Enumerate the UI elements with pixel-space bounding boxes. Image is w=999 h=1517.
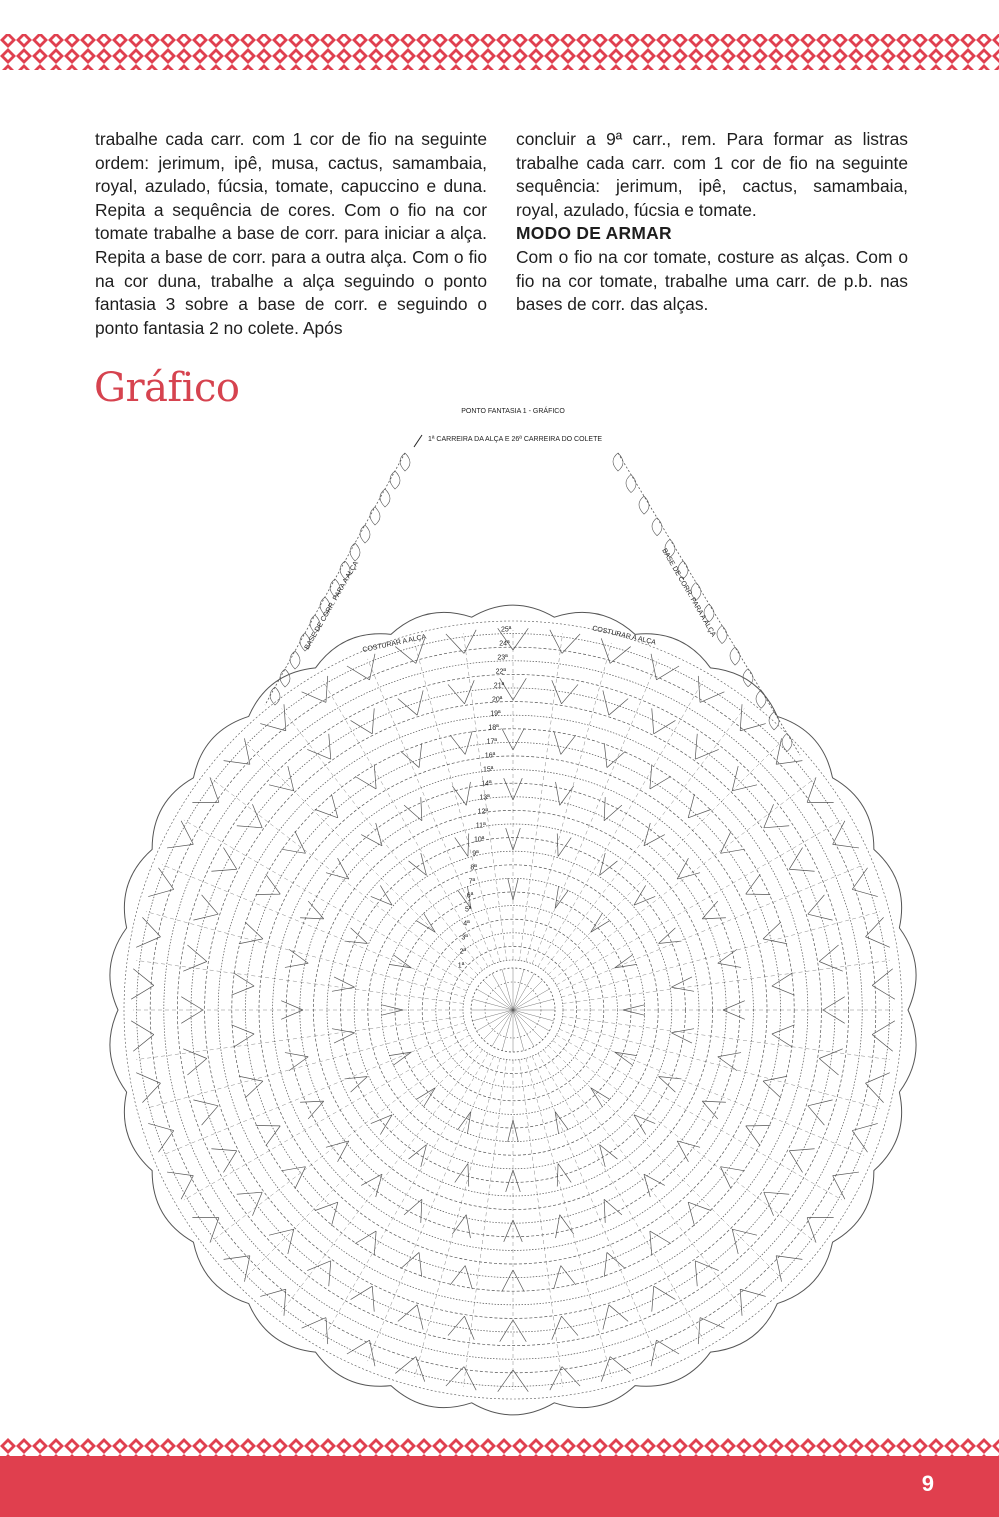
row-number: 6ª [466, 892, 474, 900]
fan-motif [650, 764, 671, 788]
row-number: 18ª [488, 724, 499, 732]
fan-motif [448, 1316, 474, 1340]
spoke-group [131, 628, 895, 1391]
radial-line [146, 1023, 465, 1108]
center-spoke [513, 989, 549, 1010]
fan-motif [659, 928, 682, 944]
radial-line [136, 960, 463, 1003]
fan-motif [224, 1256, 250, 1282]
fan-motif [772, 973, 795, 995]
radial-line [368, 1056, 494, 1361]
fan-motif [808, 1100, 833, 1125]
radial-line [282, 709, 483, 971]
row-number: 14ª [481, 780, 492, 788]
fan-motif [776, 1256, 802, 1282]
fan-motif [789, 848, 814, 872]
fan-motif [702, 1101, 726, 1119]
fan-motif [644, 823, 665, 846]
fan-motif [260, 704, 286, 730]
row-number: 11ª [475, 822, 486, 830]
strap-motif [782, 733, 792, 751]
fan-motif [702, 901, 726, 919]
row-number: 10ª [474, 836, 485, 844]
left-text-column [95, 128, 487, 340]
fan-motif [677, 1141, 700, 1162]
fan-motif [450, 731, 472, 754]
radial-line [561, 1023, 880, 1108]
strap-motif [639, 496, 649, 514]
radial-line [162, 865, 467, 991]
row-number: 12ª [477, 808, 488, 816]
fan-motif [604, 797, 622, 821]
row-number: 16ª [484, 752, 496, 760]
center-spoke [513, 1010, 543, 1040]
row-number: 4ª [463, 920, 470, 928]
fan-motif [181, 997, 203, 1024]
radial-line [553, 1040, 815, 1241]
row-number: 2ª [459, 948, 467, 956]
fan-motif [148, 868, 174, 897]
fan-motif [746, 1126, 771, 1146]
radial-line [415, 643, 500, 962]
fan-motif [131, 969, 154, 999]
fan-motif [550, 1367, 580, 1391]
radial-line [548, 741, 781, 974]
radial-line [561, 912, 880, 997]
fan-motif [136, 917, 160, 947]
fan-motif [345, 928, 368, 944]
fan-motif [351, 1286, 375, 1311]
radial-line [244, 1045, 477, 1278]
fan-motif [552, 680, 578, 704]
fan-motif [688, 794, 711, 818]
fan-motif [720, 1167, 744, 1189]
fan-motif [650, 1231, 671, 1255]
row-number: 13ª [479, 794, 490, 802]
strap-motif [613, 453, 623, 471]
radial-line [553, 779, 815, 980]
fan-motif [148, 1123, 174, 1152]
fan-motif [740, 704, 766, 730]
assembly-paragraph: Com o fio na cor tomate, costure as alças. Com o fio na cor tomate, trabalhe uma carr. de p.b. nas bases de corr. das alças. [516, 246, 908, 315]
center-spoke [502, 969, 513, 1010]
strap-motif [370, 507, 380, 525]
fan-motif [193, 895, 218, 920]
top-decorative-border [0, 0, 999, 80]
radial-line [415, 1058, 500, 1377]
fan-motif [404, 797, 422, 821]
radial-line [244, 741, 477, 974]
row-number-group [458, 627, 512, 970]
fan-motif [361, 823, 382, 846]
strap-motif [717, 626, 727, 644]
strap-motif [290, 651, 300, 669]
strap-group [265, 453, 800, 755]
fan-motif [698, 676, 724, 702]
radial-line [526, 1058, 611, 1377]
fan-motif [355, 1231, 376, 1255]
radial-line [520, 633, 563, 960]
fan-motif [651, 1340, 679, 1366]
row-number: 20ª [492, 696, 503, 704]
fan-motif [193, 1100, 218, 1125]
radial-line [532, 659, 658, 964]
right-strap-label: BASE DE CORR. PARA A ALÇA [660, 547, 717, 639]
chart-title: PONTO FANTASIA 1 - GRÁFICO [461, 408, 565, 415]
fan-motif [865, 917, 889, 947]
radial-line [548, 1045, 781, 1278]
center-spoke [477, 989, 513, 1010]
radial-line [526, 643, 611, 962]
row-number: 17ª [486, 738, 497, 746]
radial-line [559, 865, 864, 991]
fan-motif [500, 1320, 527, 1342]
fan-motif [688, 1202, 711, 1226]
fan-motif [808, 895, 833, 920]
fan-motif [315, 794, 338, 818]
bottom-decorative-border [0, 1438, 999, 1517]
fan-motif [644, 1174, 665, 1197]
row-number: 8ª [470, 864, 477, 872]
fan-motif [355, 764, 376, 788]
fan-motif [603, 690, 628, 715]
row-number: 23ª [497, 654, 508, 662]
fan-motif [740, 1289, 766, 1315]
fan-motif [652, 708, 676, 733]
radial-line [532, 1056, 658, 1361]
center-spoke [492, 1010, 513, 1046]
fan-motif [555, 1112, 568, 1134]
fan-motif [300, 901, 324, 919]
strap-motif [730, 647, 740, 665]
fan-motif [224, 738, 250, 764]
strap-motif [652, 518, 662, 536]
radial-line [543, 1050, 744, 1312]
instructions-paragraph-left: trabalhe cada carr. com 1 cor de fio na seguinte ordem: jerimum, ipê, musa, cactus, samambaia, royal, azulado, fúcsia, tomate, capuccino e duna. Repita a sequência de cores. Com o fio na cor tomate trabalhe a base de corr. para iniciar a alça. Repita a base de corr. para a outra alça. Com o fio na cor duna, trabalhe a alça seguindo o ponto fantasia 3 sobre a base de corr. e seguindo o ponto fantasia 2 no colete. Após [95, 129, 487, 338]
center-spoke [502, 1010, 513, 1051]
fan-motif [167, 821, 193, 848]
page-number: 9 [921, 1471, 934, 1496]
fan-motif [183, 1049, 207, 1075]
strap-motif [756, 690, 766, 708]
fan-motif [371, 885, 392, 905]
fan-motif [498, 1370, 529, 1392]
row-number: 25ª [501, 626, 512, 634]
radial-line [212, 1040, 474, 1241]
radial-line [212, 779, 474, 980]
center-spoke [483, 980, 513, 1010]
center-spoke [513, 1010, 524, 1051]
fan-motif [404, 1199, 422, 1223]
fan-motif [634, 885, 655, 905]
center-spoke [513, 1010, 554, 1021]
fan-motif [659, 1076, 682, 1092]
fan-motif [256, 874, 281, 894]
fan-motif [554, 1266, 576, 1289]
fan-motif [285, 1053, 308, 1071]
radial-line [563, 960, 890, 1003]
center-spoke [472, 999, 513, 1010]
center-spoke [513, 969, 524, 1010]
fan-motif [865, 1073, 889, 1103]
center-spoke [492, 974, 513, 1010]
radial-line [368, 659, 494, 964]
fan-motif [409, 853, 427, 875]
sew-left-label: COSTURAR A ALÇA [361, 633, 427, 654]
start-note: 1ª CARREIRA DA ALÇA E 26ª CARREIRA DO COLETE [428, 436, 603, 443]
row-number: 22ª [495, 668, 506, 676]
radial-line [136, 1017, 463, 1060]
fan-motif [302, 1318, 328, 1344]
strap-motif [400, 453, 410, 471]
fan-motif [600, 1145, 618, 1167]
center-spoke [472, 1010, 513, 1021]
assembly-heading: MODO DE ARMAR [516, 223, 672, 244]
strap-motif [769, 712, 779, 730]
fan-motif [231, 973, 254, 995]
right-text-column [516, 128, 908, 317]
center-spoke [513, 1010, 549, 1031]
fan-motif [872, 969, 895, 999]
fan-motif [823, 997, 845, 1024]
radial-line [282, 1050, 483, 1312]
radial-line [146, 912, 465, 997]
fan-motif [371, 1115, 392, 1135]
fan-motif [450, 1266, 472, 1289]
fan-motif [326, 1141, 349, 1162]
fan-motif [746, 874, 771, 894]
radial-line [520, 1060, 563, 1387]
fan-motif [256, 1126, 281, 1146]
center-spoke [483, 1010, 513, 1040]
fan-motif [677, 858, 700, 879]
fan-motif [131, 1021, 154, 1051]
radial-line [463, 1060, 506, 1387]
strap-motif [626, 475, 636, 493]
fan-motif [231, 1025, 254, 1047]
fan-motif [554, 731, 576, 754]
fan-motif [302, 676, 328, 702]
fan-motif [604, 1199, 622, 1223]
center-spoke [513, 980, 543, 1010]
fan-motif [136, 1073, 160, 1103]
radial-line [162, 1029, 467, 1155]
center-spoke [513, 999, 554, 1010]
graph-title: Gráfico [94, 365, 240, 411]
center-spoke [477, 1010, 513, 1031]
fan-motif [634, 1115, 655, 1135]
sew-right-label: COSTURAR A ALÇA [591, 625, 657, 647]
fan-motif [398, 690, 423, 715]
fan-motif [300, 1101, 324, 1119]
fan-motif [600, 853, 618, 875]
row-number: 1ª [457, 962, 465, 970]
row-number: 3ª [461, 934, 468, 942]
left-strap-label: BASE DE CORR. PARA A ALÇA [303, 560, 361, 651]
fan-motif [361, 1174, 382, 1197]
row-number: 7ª [468, 878, 476, 886]
fan-motif [852, 868, 878, 897]
fan-motif [409, 1145, 427, 1167]
strap-motif [380, 489, 390, 507]
fan-motif [452, 782, 470, 805]
strap-motif [350, 543, 360, 561]
radial-line [543, 709, 744, 971]
fan-motif [698, 1318, 724, 1344]
fan-motif [776, 738, 802, 764]
fan-motif [326, 858, 349, 879]
row-number: 5ª [465, 906, 472, 914]
fan-motif [772, 1025, 795, 1047]
fan-motif [763, 1076, 787, 1098]
fan-motif [211, 1149, 236, 1173]
row-number: 15ª [483, 766, 494, 774]
radial-line [563, 1017, 890, 1060]
row-number: 19ª [490, 710, 501, 718]
center-spoke [513, 1010, 534, 1046]
fan-motif [398, 1305, 423, 1330]
fan-motif [452, 1215, 470, 1238]
fan-motif [260, 1289, 286, 1315]
strap-motif [390, 471, 400, 489]
row-number: 24ª [499, 640, 510, 648]
fan-motif [315, 1202, 338, 1226]
instructions-paragraph-right: concluir a 9ª carr., rem. Para formar as listras trabalhe cada carr. com 1 cor de fio na seguinte sequência: jerimum, ipê, cactus, samambaia, royal, azulado, fúcsia e tomate. [516, 129, 908, 220]
fan-motif [556, 782, 574, 805]
row-number: 21ª [493, 682, 505, 690]
fan-motif [603, 1305, 628, 1330]
radial-line [559, 1029, 864, 1155]
fan-motif [281, 1167, 305, 1189]
fan-motif [819, 945, 843, 971]
start-arrow-icon [414, 435, 422, 447]
fan-motif [345, 1076, 368, 1092]
row-number: 9ª [472, 850, 479, 858]
crochet-chart [0, 395, 999, 1435]
center-spoke [513, 974, 534, 1010]
strap-motif [360, 525, 370, 543]
